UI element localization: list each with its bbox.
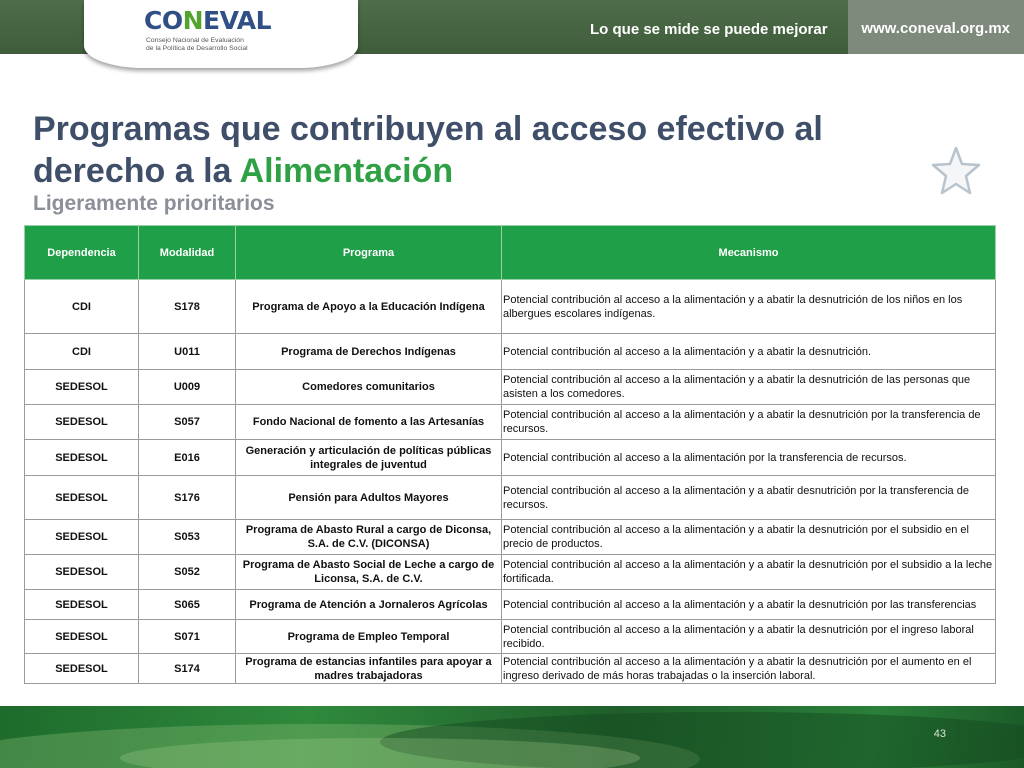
cell-modalidad: S178 (139, 280, 236, 334)
cell-modalidad: S057 (139, 405, 236, 440)
column-header-mecanismo: Mecanismo (502, 226, 996, 280)
cell-mecanismo: Potencial contribución al acceso a la alimentación por la transferencia de recursos. (502, 440, 996, 476)
cell-dependencia: CDI (25, 334, 139, 370)
footer-band (0, 706, 1024, 768)
table-row (25, 476, 996, 520)
page-subtitle: Ligeramente prioritarios (33, 192, 275, 215)
table-row (25, 280, 996, 334)
cell-dependencia: SEDESOL (25, 555, 139, 590)
cell-programa: Fondo Nacional de fomento a las Artesanías (236, 405, 502, 440)
page-number: 43 (933, 728, 946, 740)
cell-mecanismo: Potencial contribución al acceso a la alimentación y a abatir desnutrición por la transferencia de recursos. (502, 476, 996, 520)
header-slogan: Lo que se mide se puede mejorar (590, 21, 828, 38)
cell-mecanismo: Potencial contribución al acceso a la alimentación y a abatir la desnutrición por las transferencias (502, 590, 996, 620)
cell-programa: Programa de estancias infantiles para apoyar a madres trabajadoras (236, 654, 502, 684)
cell-mecanismo: Potencial contribución al acceso a la alimentación y a abatir la desnutrición de las personas que asisten a los comedores. (502, 370, 996, 405)
cell-programa: Programa de Atención a Jornaleros Agrícolas (236, 590, 502, 620)
cell-mecanismo: Potencial contribución al acceso a la alimentación y a abatir la desnutrición por el subsidio a la leche fortificada. (502, 555, 996, 590)
cell-dependencia: SEDESOL (25, 370, 139, 405)
column-header-programa: Programa (236, 226, 502, 280)
table-row (25, 555, 996, 590)
cell-programa: Generación y articulación de políticas públicas integrales de juventud (236, 440, 502, 476)
cell-dependencia: SEDESOL (25, 620, 139, 654)
title-accent: Alimentación (239, 152, 454, 190)
table-row (25, 334, 996, 370)
table-row (25, 405, 996, 440)
table-row (25, 520, 996, 555)
cell-mecanismo: Potencial contribución al acceso a la alimentación y a abatir la desnutrición por el aumento en el ingreso derivado de más horas trabajadas o la inserción laboral. (502, 654, 996, 684)
table-row (25, 440, 996, 476)
logo-wordmark: CONEVAL (144, 6, 272, 35)
cell-dependencia: SEDESOL (25, 520, 139, 555)
cell-dependencia: SEDESOL (25, 590, 139, 620)
cell-dependencia: SEDESOL (25, 440, 139, 476)
header-url[interactable]: www.coneval.org.mx (861, 20, 1010, 37)
logo (84, 0, 358, 68)
table-header-row (25, 226, 996, 280)
column-header-modalidad: Modalidad (139, 226, 236, 280)
programs-table (24, 225, 996, 684)
cell-programa: Comedores comunitarios (236, 370, 502, 405)
cell-modalidad: U011 (139, 334, 236, 370)
table-row (25, 654, 996, 684)
cell-modalidad: U009 (139, 370, 236, 405)
table-row (25, 590, 996, 620)
cell-programa: Programa de Abasto Social de Leche a cargo de Liconsa, S.A. de C.V. (236, 555, 502, 590)
cell-dependencia: SEDESOL (25, 654, 139, 684)
cell-modalidad: S174 (139, 654, 236, 684)
table-row (25, 620, 996, 654)
cell-programa: Pensión para Adultos Mayores (236, 476, 502, 520)
cell-programa: Programa de Derechos Indígenas (236, 334, 502, 370)
cell-modalidad: S071 (139, 620, 236, 654)
cell-mecanismo: Potencial contribución al acceso a la alimentación y a abatir la desnutrición. (502, 334, 996, 370)
cell-modalidad: S176 (139, 476, 236, 520)
page-title (33, 108, 913, 192)
title-line2-prefix: derecho a la (33, 152, 240, 190)
cell-dependencia: SEDESOL (25, 476, 139, 520)
cell-dependencia: CDI (25, 280, 139, 334)
cell-modalidad: S052 (139, 555, 236, 590)
logo-subtitle: Consejo Nacional de Evaluación de la Política de Desarrollo Social (146, 37, 248, 52)
cell-programa: Programa de Abasto Rural a cargo de Diconsa, S.A. de C.V. (DICONSA) (236, 520, 502, 555)
table-body (25, 280, 996, 684)
table-row (25, 370, 996, 405)
cell-programa: Programa de Apoyo a la Educación Indígena (236, 280, 502, 334)
cell-programa: Programa de Empleo Temporal (236, 620, 502, 654)
cell-modalidad: S053 (139, 520, 236, 555)
column-header-dependencia: Dependencia (25, 226, 139, 280)
cell-dependencia: SEDESOL (25, 405, 139, 440)
cell-modalidad: E016 (139, 440, 236, 476)
cell-modalidad: S065 (139, 590, 236, 620)
cell-mecanismo: Potencial contribución al acceso a la alimentación y a abatir la desnutrición por la transferencia de recursos. (502, 405, 996, 440)
title-line1: Programas que contribuyen al acceso efectivo al (33, 110, 823, 148)
cell-mecanismo: Potencial contribución al acceso a la alimentación y a abatir la desnutrición por el ingreso laboral recibido. (502, 620, 996, 654)
cell-mecanismo: Potencial contribución al acceso a la alimentación y a abatir la desnutrición de los niños en los albergues escolares indígenas. (502, 280, 996, 334)
cell-mecanismo: Potencial contribución al acceso a la alimentación y a abatir la desnutrición por el subsidio en el precio de productos. (502, 520, 996, 555)
star-outline-icon (929, 144, 983, 198)
